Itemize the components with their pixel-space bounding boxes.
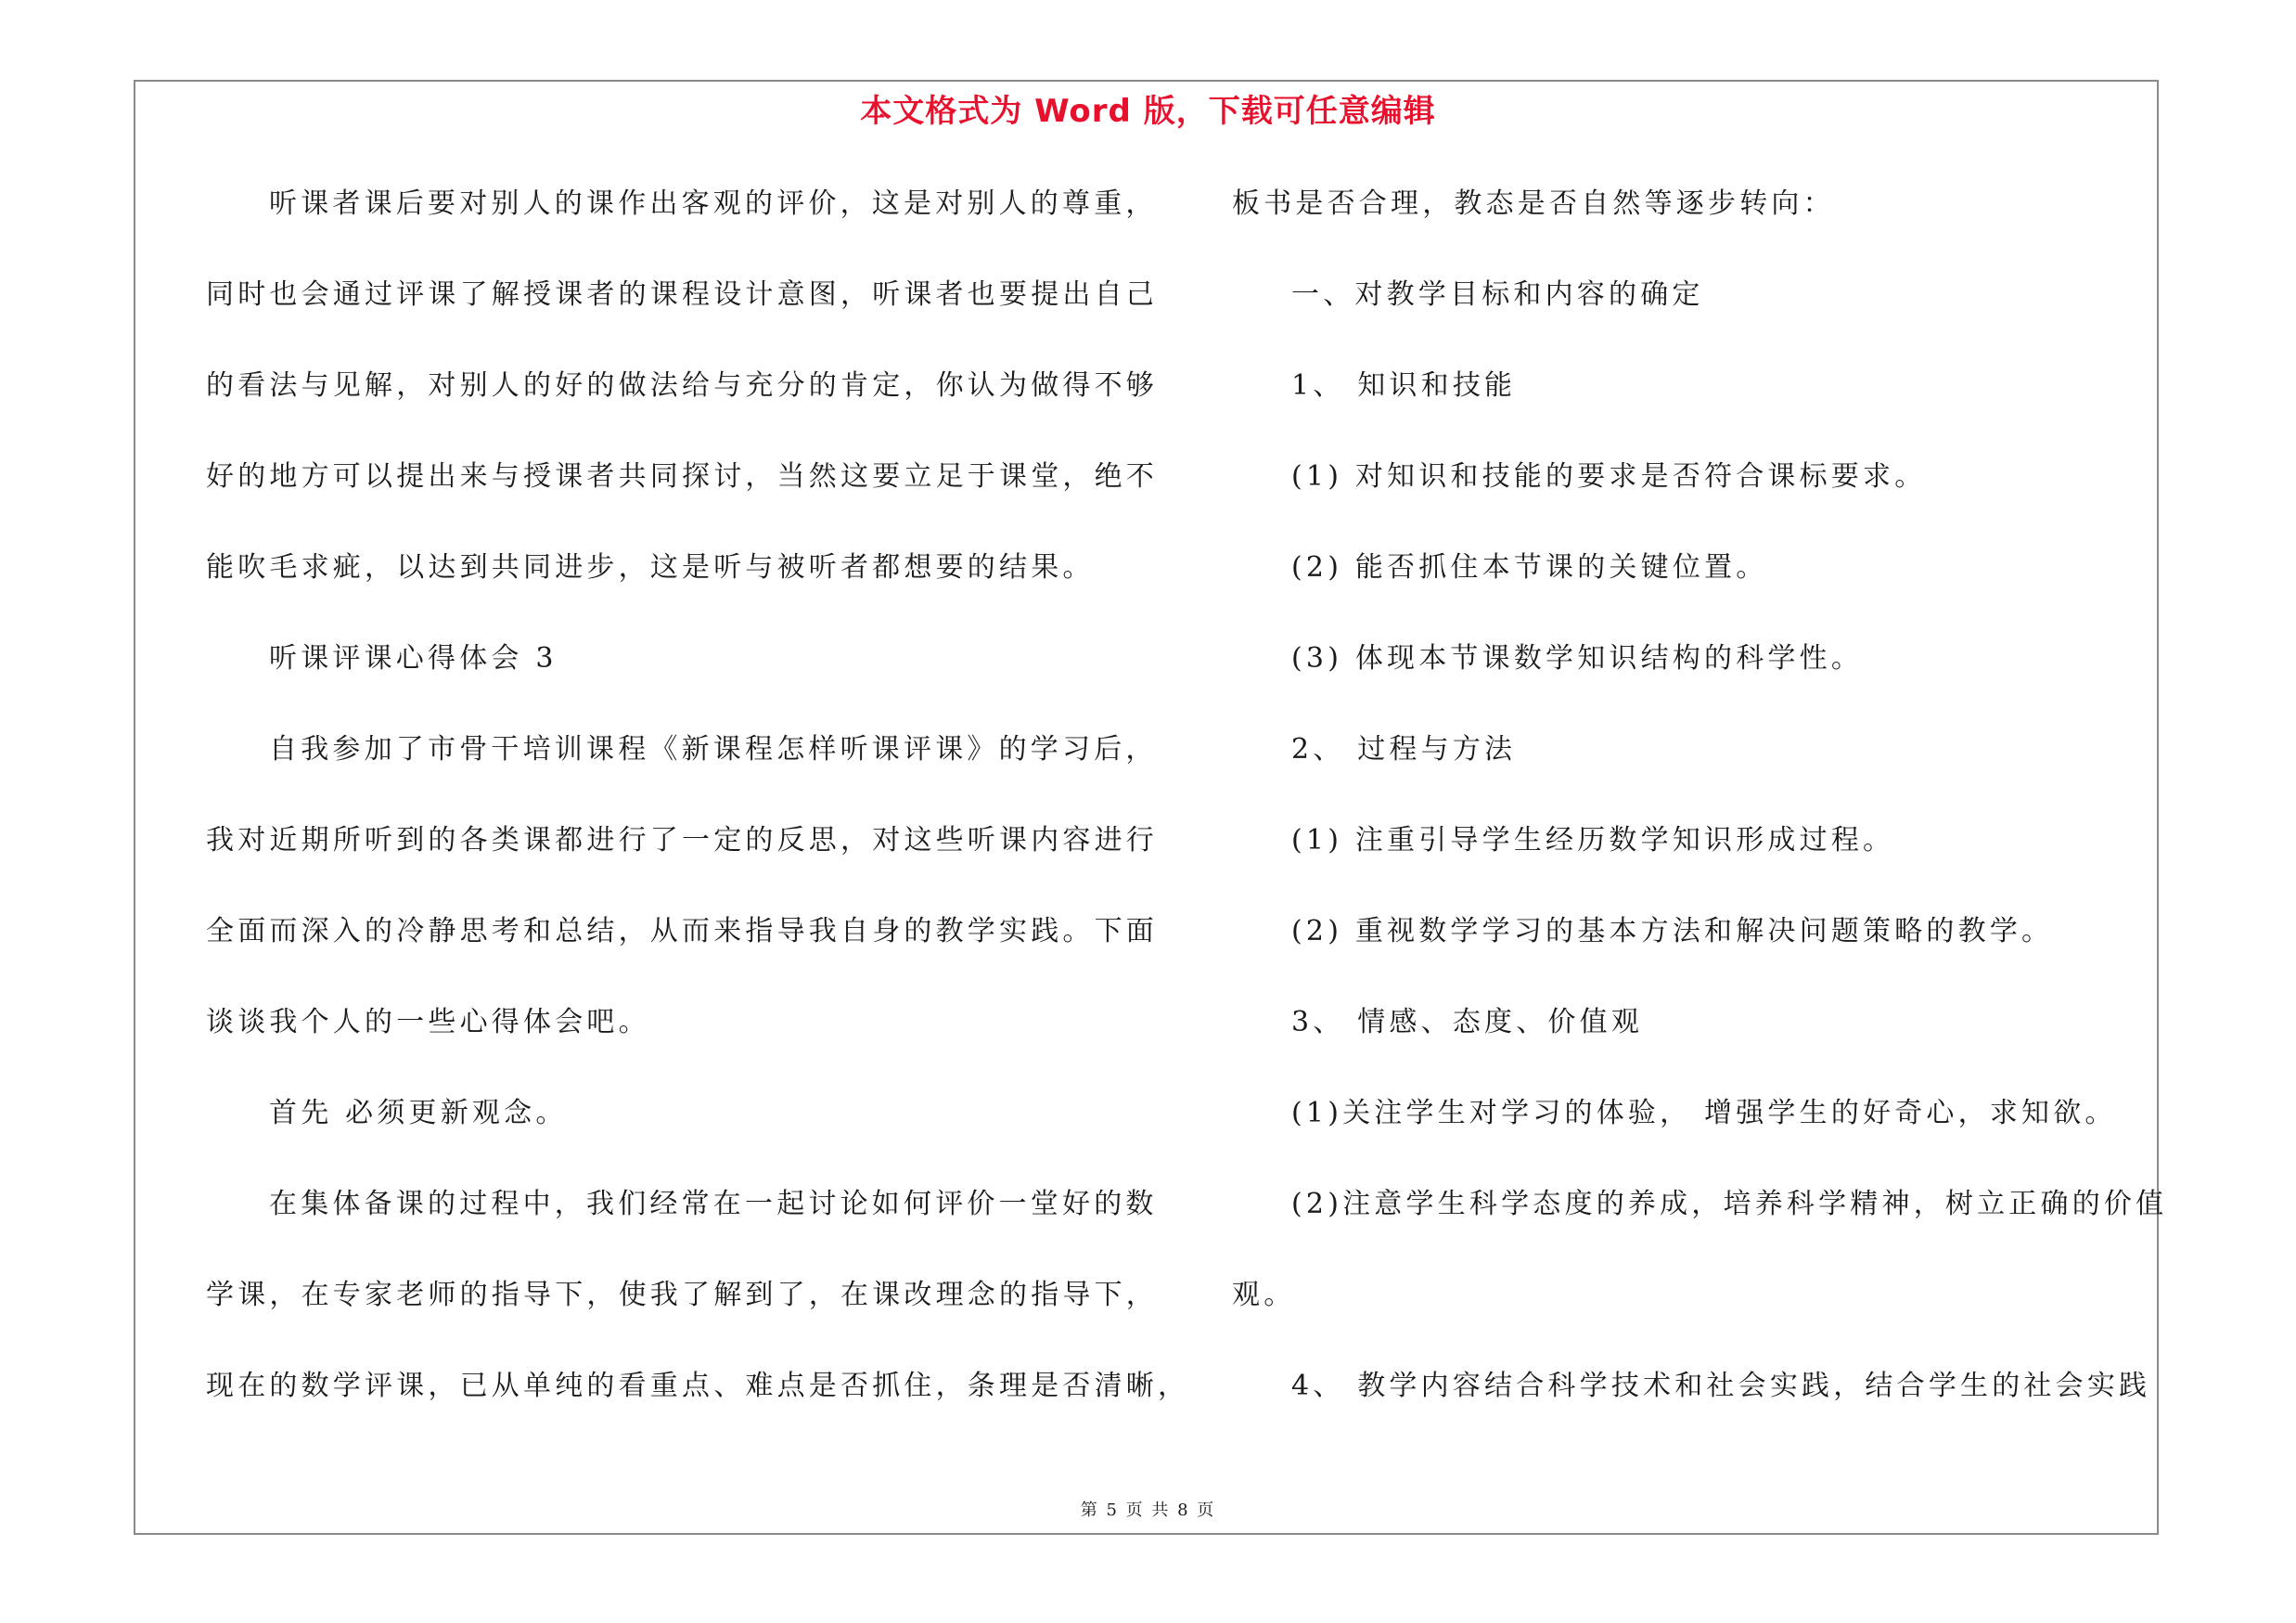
outline-subitem: (1)关注学生对学习的体验， 增强学生的好奇心，求知欲。: [1291, 1097, 2117, 1129]
outline-subitem: (3) 体现本节课数学知识结构的科学性。: [1291, 642, 1864, 675]
paragraph-line: 自我参加了市骨干培训课程《新课程怎样听课评课》的学习后，: [269, 733, 1158, 766]
outline-item: 4、 教学内容结合科学技术和社会实践，结合学生的社会实践: [1291, 1370, 2151, 1402]
paragraph-line: 在集体备课的过程中，我们经常在一起讨论如何评价一堂好的数: [269, 1188, 1158, 1220]
paragraph-line: 全面而深入的冷静思考和总结，从而来指导我自身的教学实践。下面: [206, 915, 1158, 947]
outline-heading: 一、对教学目标和内容的确定: [1291, 278, 1704, 311]
paragraph-line: 同时也会通过评课了解授课者的课程设计意图，听课者也要提出自己: [206, 278, 1158, 311]
paragraph-line: 首先 必须更新观念。: [269, 1097, 568, 1129]
section-heading: 听课评课心得体会 3: [269, 642, 558, 675]
outline-subitem: (2) 能否抓住本节课的关键位置。: [1291, 551, 1768, 584]
outline-subitem: (2) 重视数学学习的基本方法和解决问题策略的教学。: [1291, 915, 2054, 947]
paragraph-line: 谈谈我个人的一些心得体会吧。: [206, 1006, 650, 1038]
outline-subitem: (1) 对知识和技能的要求是否符合课标要求。: [1291, 460, 1927, 493]
paragraph-line: 观。: [1232, 1279, 1296, 1311]
outline-item: 3、 情感、态度、价值观: [1291, 1006, 1644, 1038]
paragraph-line: 板书是否合理，教态是否自然等逐步转向：: [1232, 187, 1835, 220]
page-number: 第 5 页 共 8 页: [1080, 1501, 1216, 1520]
outline-subitem: (1) 注重引导学生经历数学知识形成过程。: [1291, 824, 1895, 857]
paragraph-line: 的看法与见解，对别人的好的做法给与充分的肯定，你认为做得不够: [206, 369, 1158, 402]
outline-item: 1、 知识和技能: [1291, 369, 1517, 402]
outline-subitem: (2)注意学生科学态度的养成，培养科学精神，树立正确的价值: [1291, 1188, 2168, 1220]
paragraph-line: 现在的数学评课，已从单纯的看重点、难点是否抓住，条理是否清晰，: [206, 1370, 1190, 1402]
paragraph-line: 学课，在专家老师的指导下，使我了解到了，在课改理念的指导下，: [206, 1279, 1158, 1311]
outline-item: 2、 过程与方法: [1291, 733, 1517, 766]
paragraph-line: 我对近期所听到的各类课都进行了一定的反思，对这些听课内容进行: [206, 824, 1158, 857]
format-notice-banner: 本文格式为 Word 版，下载可任意编辑: [860, 93, 1436, 130]
paragraph-line: 能吹毛求疵，以达到共同进步，这是听与被听者都想要的结果。: [206, 551, 1095, 584]
paragraph-line: 好的地方可以提出来与授课者共同探讨，当然这要立足于课堂，绝不: [206, 460, 1158, 493]
paragraph-line: 听课者课后要对别人的课作出客观的评价，这是对别人的尊重，: [269, 187, 1158, 220]
